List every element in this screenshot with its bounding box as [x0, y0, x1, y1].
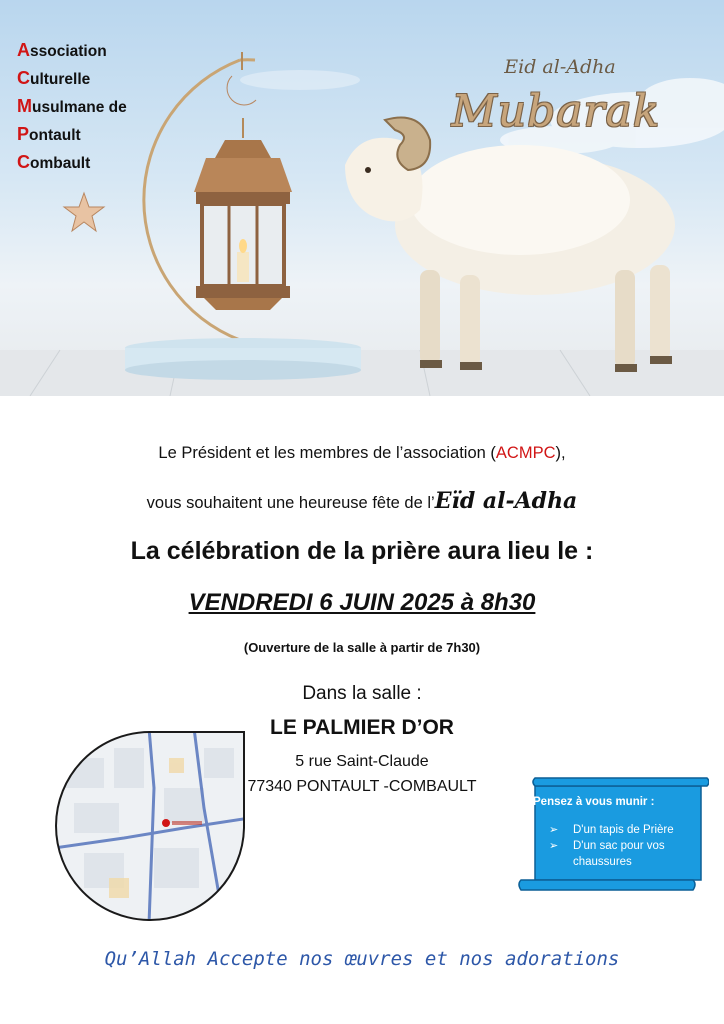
reminder-item: ➢ D'un sac pour vos chaussures — [549, 840, 665, 868]
podium — [125, 338, 361, 380]
reminder-item: ➢ D'un tapis de Prière — [549, 824, 674, 836]
arrow-bullet-icon: ➢ — [549, 824, 559, 836]
event-headline: La célébration de la prière aura lieu le : — [130, 537, 594, 565]
venue-name: LE PALMIER D’OR — [270, 716, 454, 739]
reminder-content — [533, 796, 693, 870]
acronym-line: Musulmane de — [17, 96, 127, 116]
venue-label: Dans la salle : — [302, 683, 422, 704]
acronym-line: Culturelle — [17, 68, 91, 88]
arrow-bullet-icon: ➢ — [549, 840, 559, 852]
ram-icon — [345, 118, 675, 373]
acronym-line: Pontault — [17, 124, 81, 144]
footer-blessing: Qu’Allah Accepte nos œuvres et nos adorations — [104, 948, 620, 970]
acronym-highlight: ACMPC — [495, 444, 556, 462]
hero-banner — [0, 0, 724, 396]
star-icon — [64, 193, 104, 231]
reminder-title: Pensez à vous munir : — [533, 796, 655, 808]
greeting-line-2: vous souhaitent une heureuse fête de l’Eïd al-Adha — [146, 488, 578, 514]
map-graphic — [54, 728, 250, 924]
venue-city: 77340 PONTAULT -COMBAULT — [247, 778, 477, 795]
venue-map[interactable] — [54, 728, 250, 924]
opening-time: (Ouverture de la salle à partir de 7h30) — [243, 640, 481, 655]
eid-title: Eid al-Adha — [504, 56, 616, 78]
eid-inline: Eïd al-Adha — [434, 488, 578, 514]
venue-street: 5 rue Saint-Claude — [295, 753, 429, 770]
event-date: VENDREDI 6 JUIN 2025 à 8h30 — [188, 589, 536, 616]
organization-acronym — [17, 37, 127, 177]
acronym-line: Association — [17, 40, 107, 60]
greeting-line-1: Le Président et les membres de l’association (ACMPC), — [158, 444, 566, 462]
acronym-line: Combault — [17, 152, 91, 172]
reminder-box — [517, 772, 709, 894]
mubarak-title: Mubarak — [451, 86, 661, 137]
lantern-icon — [194, 140, 292, 310]
